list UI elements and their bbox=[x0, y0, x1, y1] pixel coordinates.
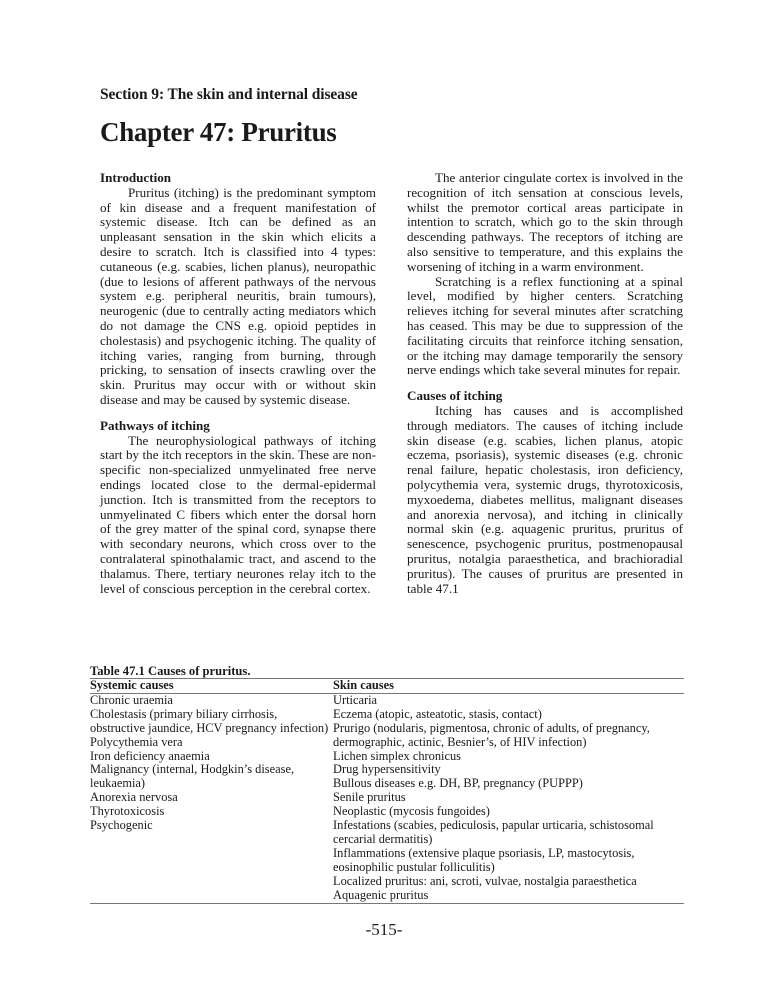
systemic-cause-item: Malignancy (internal, Hodgkin’s disease, leukaemia) bbox=[90, 762, 295, 791]
systemic-cause-item: Iron deficiency anaemia bbox=[90, 748, 210, 763]
cortex-paragraph: The anterior cingulate cortex is involved in the recognition of itch sensation at conscious levels, whilst the premotor cortical areas participate in intention to scratch, which go to the skin through descending pathways. The receptors of itching are also sensitive to temperature, and this explains the worsening of itching in a warm environment. bbox=[407, 170, 683, 274]
systemic-cause-item: Anorexia nervosa bbox=[90, 790, 178, 805]
skin-cause-item: Neoplastic (mycosis fungoides) bbox=[333, 804, 490, 819]
systemic-cause-item: Cholestasis (primary biliary cirrhosis, obstructive jaundice, HCV pregnancy infection) bbox=[90, 706, 329, 735]
section-title: Section 9: The skin and internal disease bbox=[100, 86, 358, 103]
right-column bbox=[407, 171, 683, 596]
skin-cause-item: Eczema (atopic, asteatotic, stasis, contact) bbox=[333, 706, 542, 721]
skin-cause-item: Urticaria bbox=[333, 692, 378, 707]
causes-paragraph: Itching has causes and is accomplished through mediators. The causes of itching include skin disease (e.g. scabies, lichen planus, atopic eczema, psoriasis), systemic diseases (e.g. chronic renal failure, hepatic cholestasis, iron deficiency, polycythemia vera, systemic drugs, thyrotoxicosis, myxoedema, diabetes mellitus, malignant diseases and anorexia nervosa), and itching in clinically normal skin (e.g. aquagenic pruritus, pruritus of senescence, psychogenic pruritus, postmenopausal pruritus, notalgia paraesthetica, and brachioradial pruritus). The causes of pruritus are presented in table 47.1 bbox=[407, 402, 683, 596]
table-caption: Table 47.1 Causes of pruritus. bbox=[90, 664, 251, 678]
table-row bbox=[90, 693, 684, 903]
skin-cause-item: Prurigo (nodularis, pigmentosa, chronic of adults, of pregnancy, dermographic, actinic, Besnier’s, of HIV infection) bbox=[333, 720, 650, 749]
skin-cause-item: Senile pruritus bbox=[333, 790, 406, 805]
header-systemic-causes: Systemic causes bbox=[90, 679, 333, 694]
skin-cause-item: Aquagenic pruritus bbox=[333, 887, 429, 902]
systemic-cause-item: Psychogenic bbox=[90, 818, 153, 833]
systemic-cause-item: Thyrotoxicosis bbox=[90, 804, 165, 819]
systemic-cause-item: Polycythemia vera bbox=[90, 734, 183, 749]
introduction-paragraph: Pruritus (itching) is the predominant symptom of kin disease and a frequent manifestation of systemic disease. Itch can be defined as an unpleasant sensation in the skin which elicits a desire to scratch. Itch is classified into 4 types: cutaneous (e.g. scabies, lichen planus), neuropathic (due to lesions of afferent pathways of the nervous system e.g. peripheral neuritis, brain tumours), neurogenic (due to centrally acting mediators which do not damage the CNS e.g. opioid peptides in cholestasis) and psychogenic itching. The quality of itching varies, ranging from burning, through pricking, to sensation of insects crawling over the skin. Pruritus may occur with or without skin disease and may be caused by systemic disease. bbox=[100, 184, 376, 407]
left-column bbox=[100, 171, 376, 596]
causes-table bbox=[90, 678, 684, 904]
skin-cause-item: Infestations (scabies, pediculosis, papular urticaria, schistosomal cercarial dermatitis) bbox=[333, 818, 654, 846]
skin-cause-item: Lichen simplex chronicus bbox=[333, 748, 462, 763]
introduction-heading: Introduction bbox=[100, 170, 172, 185]
causes-heading: Causes of itching bbox=[407, 388, 503, 404]
skin-cause-item: Localized pruritus: ani, scroti, vulvae, nostalgia paraesthetica bbox=[333, 873, 637, 888]
skin-cause-item: Bullous diseases e.g. DH, BP, pregnancy (PUPPP) bbox=[333, 776, 583, 791]
table-header-row bbox=[90, 679, 684, 694]
skin-cause-item: Drug hypersensitivity bbox=[333, 762, 441, 777]
pathways-paragraph: The neurophysiological pathways of itching start by the itch receptors in the skin. These are non-specific non-specialized unmyelinated free nerve endings located close to the dermal-epidermal junction. Itch is transmitted from the receptors to unmyelinated C fibers which enter the dorsal horn of the grey matter of the spinal cord, synapse there with secondary neurons, which cross over to the contralateral spinothalamic tract, and ascend to the thalamus. There, tertiary neurones relay itch to the level of conscious perception in the cerebral cortex. bbox=[100, 432, 376, 596]
pathways-heading: Pathways of itching bbox=[100, 417, 210, 433]
skin-causes-cell bbox=[333, 693, 684, 903]
systemic-cause-item: Chronic uraemia bbox=[90, 692, 173, 707]
skin-cause-item: Inflammations (extensive plaque psoriasis, LP, mastocytosis, eosinophilic pustular folliculitis) bbox=[333, 845, 635, 874]
page-number: -515- bbox=[365, 920, 403, 939]
causes-table-block bbox=[90, 664, 684, 904]
chapter-title: Chapter 47: Pruritus bbox=[100, 117, 337, 147]
scratching-paragraph: Scratching is a reflex functioning at a spinal level, modified by higher centers. Scratching relieves itching for several minutes after scratching has ceased. This may be due to suppression of the facilitating circuits that reinforce itching sensation, or the itching may damage temporarily the sensory nerve endings which take several minutes for repair. bbox=[407, 273, 683, 378]
header-skin-causes: Skin causes bbox=[333, 679, 684, 694]
systemic-causes-cell bbox=[90, 693, 333, 903]
